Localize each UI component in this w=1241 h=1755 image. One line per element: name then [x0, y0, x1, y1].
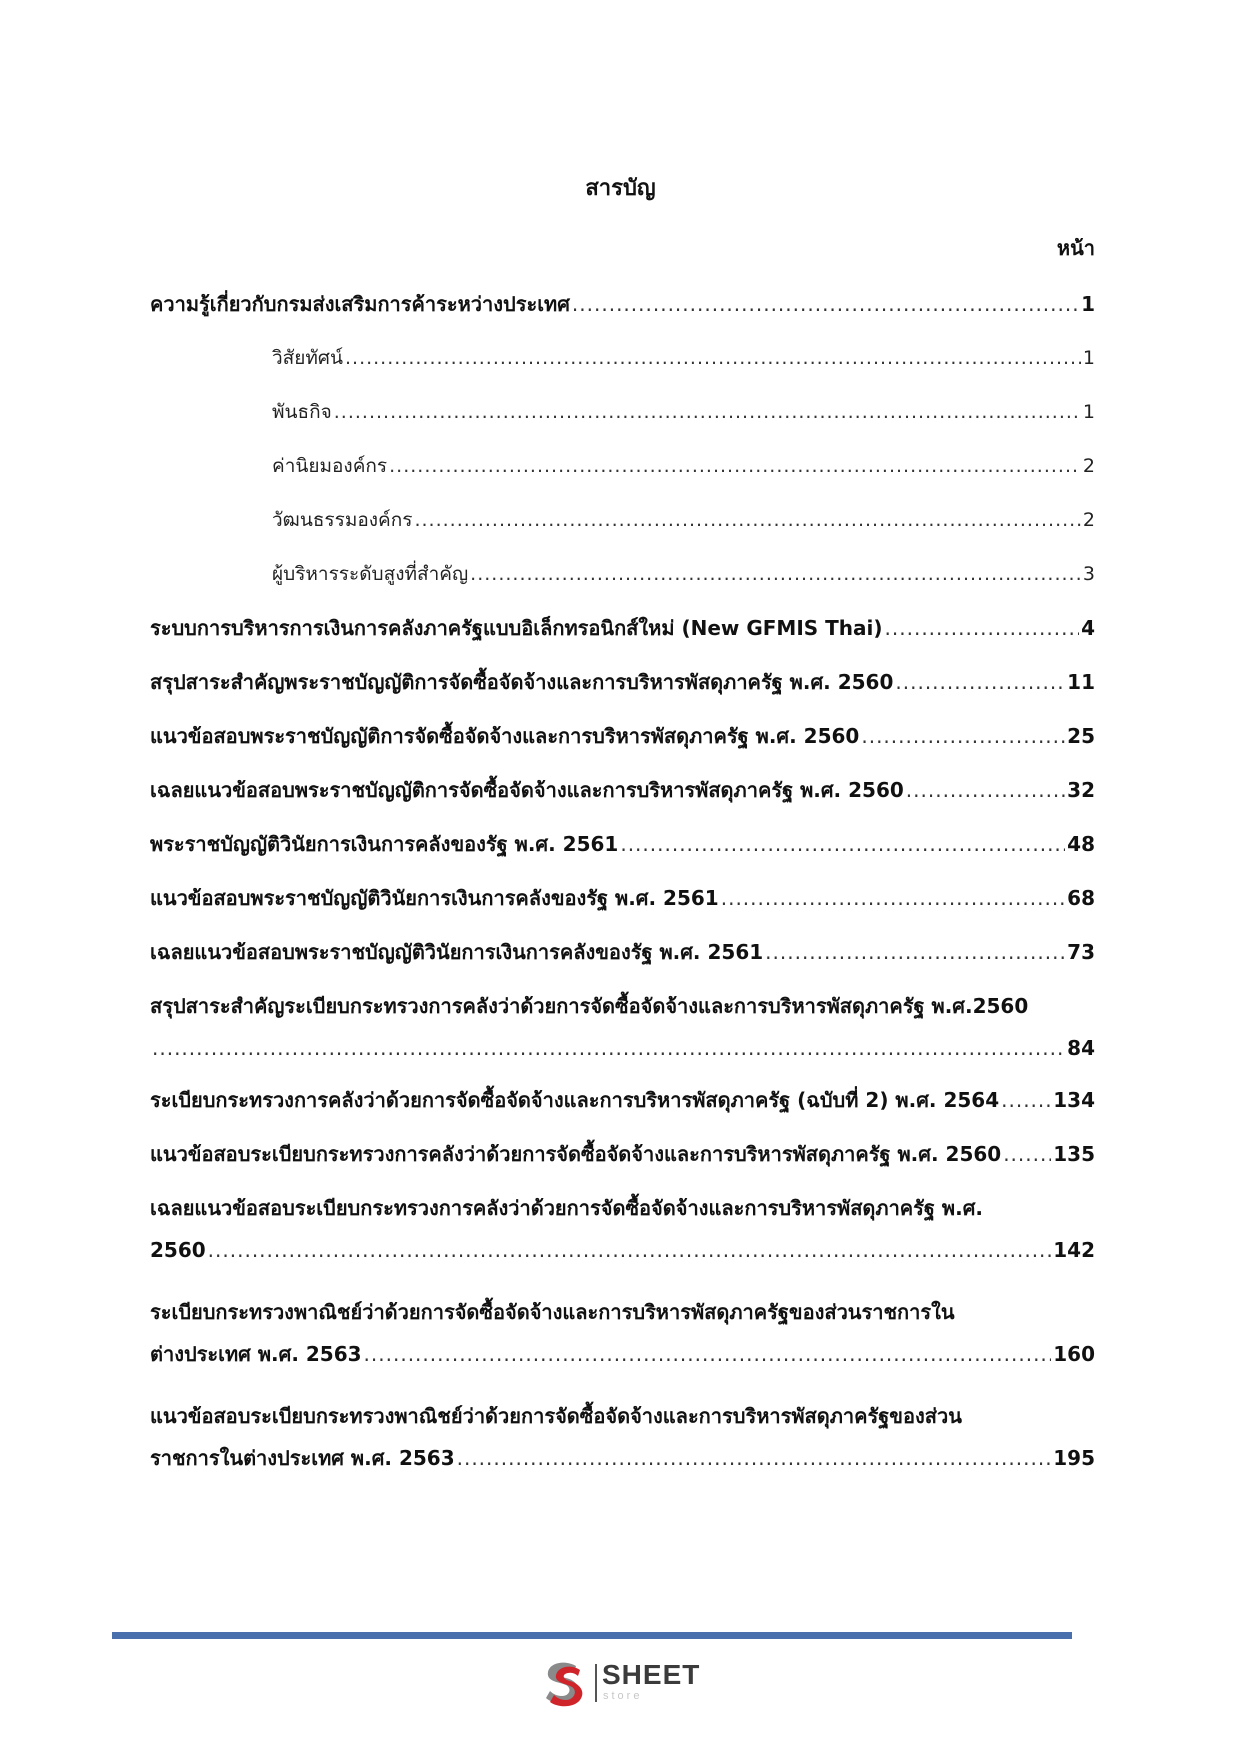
toc-entry-title: สรุปสาระสำคัญพระราชบัญญัติการจัดซื้อจัดจ้างและการบริหารพัสดุภาครัฐ พ.ศ. 2560 — [150, 670, 894, 694]
toc-entry-title: แนวข้อสอบพระราชบัญญัติการจัดซื้อจัดจ้างและการบริหารพัสดุภาครัฐ พ.ศ. 2560 — [150, 724, 860, 748]
toc-entry-page: 142 — [1053, 1238, 1095, 1262]
toc-entry[interactable] — [150, 668, 1095, 696]
dot-leader — [345, 344, 1081, 372]
page-title: สารบัญ — [585, 176, 656, 201]
toc-subentry[interactable] — [272, 398, 1095, 426]
toc-entry-title-cont: ราชการในต่างประเทศ พ.ศ. 2563 — [150, 1446, 455, 1470]
dot-leader — [620, 830, 1065, 858]
toc-entry-page: 195 — [1053, 1446, 1095, 1470]
dot-leader — [152, 1034, 1065, 1062]
dot-leader — [414, 506, 1080, 534]
dot-leader — [334, 398, 1081, 426]
toc-entry-page: 1 — [1081, 292, 1095, 316]
dot-leader — [364, 1340, 1052, 1368]
toc-entry[interactable] — [150, 884, 1095, 912]
toc-entry[interactable] — [150, 1298, 1095, 1368]
toc-entry-title: ระเบียบกระทรวงพาณิชย์ว่าด้วยการจัดซื้อจัดจ้างและการบริหารพัสดุภาครัฐของส่วนราชการใน — [150, 1300, 955, 1324]
toc-entry-page: 134 — [1053, 1088, 1095, 1112]
dot-leader — [765, 938, 1065, 966]
dot-leader — [861, 722, 1065, 750]
toc-entry-title: วิสัยทัศน์ — [272, 347, 343, 369]
toc-subentry[interactable] — [272, 452, 1095, 480]
toc-entry-title-cont: 2560 — [150, 1238, 206, 1262]
toc-entry-page: 32 — [1067, 778, 1095, 802]
toc-entry-title: แนวข้อสอบระเบียบกระทรวงการคลังว่าด้วยการจัดซื้อจัดจ้างและการบริหารพัสดุภาครัฐ พ.ศ. 2560 — [150, 1142, 1002, 1166]
toc-entry[interactable] — [150, 938, 1095, 966]
toc-entry-title: ผู้บริหารระดับสูงที่สำคัญ — [272, 563, 469, 585]
toc-entry-page: 11 — [1067, 670, 1095, 694]
toc-subentry[interactable] — [272, 506, 1095, 534]
toc-entry[interactable] — [150, 722, 1095, 750]
toc-subentry[interactable] — [272, 560, 1095, 588]
dot-leader — [1001, 1086, 1051, 1114]
toc-entry-title-cont: ต่างประเทศ พ.ศ. 2563 — [150, 1342, 362, 1366]
dot-leader — [208, 1236, 1052, 1264]
sheet-store-logo-icon — [540, 1658, 588, 1708]
toc-entry-title: ระเบียบกระทรวงการคลังว่าด้วยการจัดซื้อจัดจ้างและการบริหารพัสดุภาครัฐ (ฉบับที่ 2) พ.ศ. 2564 — [150, 1088, 1000, 1112]
dot-leader — [470, 560, 1081, 588]
toc-subentry[interactable] — [272, 344, 1095, 372]
toc-entry[interactable] — [150, 830, 1095, 858]
dot-leader — [1003, 1140, 1051, 1168]
dot-leader — [906, 776, 1065, 804]
toc-entry-title: ระบบการบริหารการเงินการคลังภาครัฐแบบอิเล็กทรอนิกส์ใหม่ (New GFMIS Thai) — [150, 616, 883, 640]
dot-leader — [572, 290, 1079, 318]
footer-rule — [112, 1632, 1072, 1639]
toc-entry-page: 160 — [1053, 1342, 1095, 1366]
toc-entry-title: พระราชบัญญัติวินัยการเงินการคลังของรัฐ พ.ศ. 2561 — [150, 832, 619, 856]
dot-leader — [457, 1444, 1052, 1472]
toc-entry[interactable] — [150, 614, 1095, 642]
toc-entry[interactable] — [150, 1086, 1095, 1114]
toc-entry[interactable] — [150, 1194, 1095, 1264]
toc-entry-page: 84 — [1067, 1036, 1095, 1060]
toc-entry-page: 135 — [1053, 1142, 1095, 1166]
toc-entry-page: 73 — [1067, 940, 1095, 964]
toc-entry-title: วัฒนธรรมองค์กร — [272, 509, 413, 531]
toc-entry[interactable] — [150, 992, 1095, 1062]
toc-entry[interactable] — [150, 1140, 1095, 1168]
toc-entry-page: 48 — [1067, 832, 1095, 856]
toc-entry-title: แนวข้อสอบระเบียบกระทรวงพาณิชย์ว่าด้วยการจัดซื้อจัดจ้างและการบริหารพัสดุภาครัฐของส่วน — [150, 1404, 962, 1428]
toc-entry-page: 68 — [1067, 886, 1095, 910]
toc-entry-page: 2 — [1082, 509, 1095, 531]
logo-separator — [595, 1664, 597, 1702]
toc-entry-title: เฉลยแนวข้อสอบระเบียบกระทรวงการคลังว่าด้วยการจัดซื้อจัดจ้างและการบริหารพัสดุภาครัฐ พ.ศ. — [150, 1196, 983, 1220]
toc-entry-title: ค่านิยมองค์กร — [272, 455, 388, 477]
toc-entry-page: 3 — [1082, 563, 1095, 585]
toc-entry-page: 4 — [1081, 616, 1095, 640]
toc-entry-page: 1 — [1082, 401, 1095, 423]
logo-subtext: store — [603, 1690, 643, 1702]
toc-entry-page: 1 — [1082, 347, 1095, 369]
toc-entry[interactable] — [150, 1402, 1095, 1472]
toc-entry-title: สรุปสาระสำคัญระเบียบกระทรวงการคลังว่าด้วยการจัดซื้อจัดจ้างและการบริหารพัสดุภาครัฐ พ.ศ.2560 — [150, 994, 1029, 1018]
toc-entry[interactable] — [150, 776, 1095, 804]
dot-leader — [885, 614, 1080, 642]
sheet-store-logo — [540, 1658, 710, 1710]
dot-leader — [721, 884, 1065, 912]
dot-leader — [389, 452, 1081, 480]
logo-wordmark: SHEET — [602, 1659, 701, 1690]
toc-entry-page: 2 — [1082, 455, 1095, 477]
page-column-header: หน้า — [1056, 236, 1095, 260]
toc-entry-title: พันธกิจ — [272, 401, 332, 423]
toc-entry-title: เฉลยแนวข้อสอบพระราชบัญญัติการจัดซื้อจัดจ้างและการบริหารพัสดุภาครัฐ พ.ศ. 2560 — [150, 778, 904, 802]
toc-entry-title: เฉลยแนวข้อสอบพระราชบัญญัติวินัยการเงินการคลังของรัฐ พ.ศ. 2561 — [150, 940, 764, 964]
toc-entry-title: ความรู้เกี่ยวกับกรมส่งเสริมการค้าระหว่างประเทศ — [150, 292, 570, 316]
toc-entry[interactable] — [150, 290, 1095, 318]
toc-entry-page: 25 — [1067, 724, 1095, 748]
toc-entry-title: แนวข้อสอบพระราชบัญญัติวินัยการเงินการคลังของรัฐ พ.ศ. 2561 — [150, 886, 719, 910]
dot-leader — [895, 668, 1065, 696]
